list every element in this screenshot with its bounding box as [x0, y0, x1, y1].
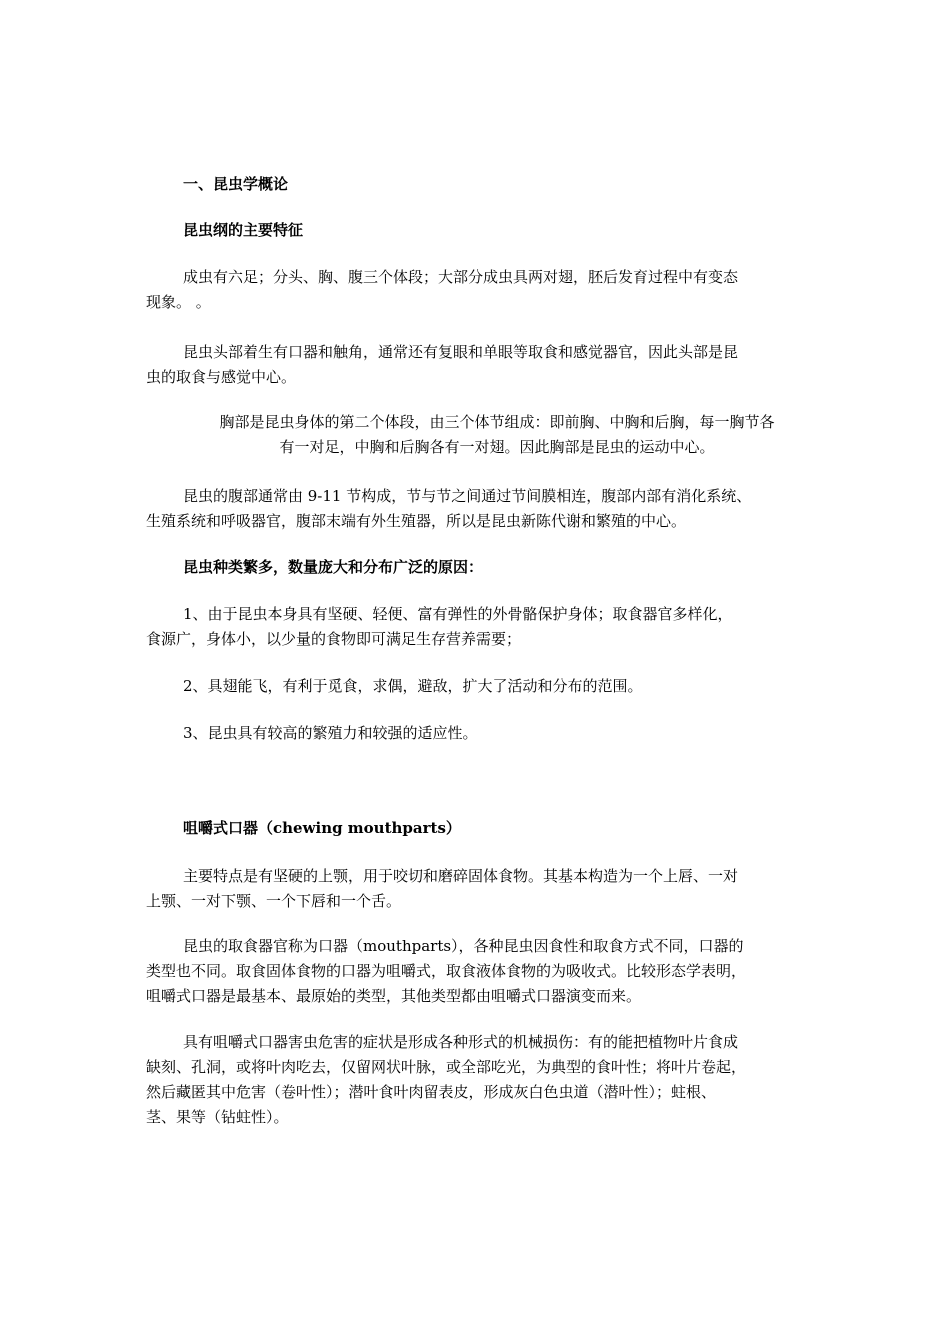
- paragraph-line: 上颚、一对下颚、一个下唇和一个舌。: [146, 892, 402, 910]
- subheading-chewing-mouthparts: 咀嚼式口器（chewing mouthparts）: [183, 819, 461, 837]
- paragraph-line: 食源广，身体小，以少量的食物即可满足生存营养需要；: [146, 630, 522, 648]
- paragraph-line: 咀嚼式口器是最基本、最原始的类型，其他类型都由咀嚼式口器演变而来。: [146, 987, 642, 1005]
- paragraph-mouthparts-types: [146, 934, 810, 1009]
- paragraph-line: 类型也不同。取食固体食物的口器为咀嚼式，取食液体食物的为吸收式。比较形态学表明，: [146, 962, 747, 980]
- paragraph-head: [146, 340, 810, 390]
- paragraph-thorax: [187, 410, 807, 460]
- paragraph-line: 昆虫的腹部通常由 9-11 节构成，节与节之间通过节间膜相连，腹部内部有消化系统、: [183, 487, 752, 505]
- paragraph-line: 现象。 。: [146, 293, 211, 311]
- list-item-reason-2: 2、具翅能飞，有利于觅食，求偶，避敌，扩大了活动和分布的范围。: [183, 677, 643, 695]
- paragraph-line: 虫的取食与感觉中心。: [146, 368, 297, 386]
- paragraph-line: 昆虫头部着生有口器和触角，通常还有复眼和单眼等取食和感觉器官，因此头部是昆: [183, 343, 739, 361]
- paragraph-line: 茎、果等（钻蛀性）。: [146, 1108, 289, 1126]
- list-item-reason-3: 3、昆虫具有较高的繁殖力和较强的适应性。: [183, 724, 478, 742]
- paragraph-mouthparts-structure: [146, 864, 810, 914]
- list-item-reason-1: [146, 602, 810, 652]
- paragraph-line: 1、由于昆虫本身具有坚硬、轻便、富有弹性的外骨骼保护身体；取食器官多样化，: [183, 605, 733, 623]
- subheading-class-features: 昆虫纲的主要特征: [183, 221, 304, 239]
- subheading-reasons: 昆虫种类繁多，数量庞大和分布广泛的原因：: [183, 558, 484, 576]
- paragraph-line: 具有咀嚼式口器害虫危害的症状是形成各种形式的机械损伤：有的能把植物叶片食成: [183, 1033, 739, 1051]
- paragraph-line: 生殖系统和呼吸器官，腹部末端有外生殖器，所以是昆虫新陈代谢和繁殖的中心。: [146, 512, 687, 530]
- paragraph-line: 胸部是昆虫身体的第二个体段，由三个体节组成：即前胸、中胸和后胸，每一胸节各: [219, 413, 775, 431]
- paragraph-line: 缺刻、孔洞，或将叶肉吃去，仅留网状叶脉，或全部吃光，为典型的食叶性；将叶片卷起，: [146, 1058, 747, 1076]
- paragraph-line: 成虫有六足；分头、胸、腹三个体段；大部分成虫具两对翅，胚后发育过程中有变态: [183, 268, 739, 286]
- section-title: 一、昆虫学概论: [183, 175, 289, 193]
- paragraph-line: 昆虫的取食器官称为口器（mouthparts），各种昆虫因食性和取食方式不同，口器的: [183, 937, 744, 955]
- paragraph-line: 主要特点是有坚硬的上颚，用于咬切和磨碎固体食物。其基本构造为一个上唇、一对: [183, 867, 739, 885]
- paragraph-damage-symptoms: [146, 1030, 810, 1130]
- paragraph-abdomen: [146, 484, 810, 534]
- paragraph-line: 有一对足，中胸和后胸各有一对翅。因此胸部是昆虫的运动中心。: [279, 438, 715, 456]
- paragraph-line: 然后藏匿其中危害（卷叶性）；潜叶食叶肉留表皮，形成灰白色虫道（潜叶性）；蛀根、: [146, 1083, 717, 1101]
- paragraph-adult-features: [146, 265, 810, 315]
